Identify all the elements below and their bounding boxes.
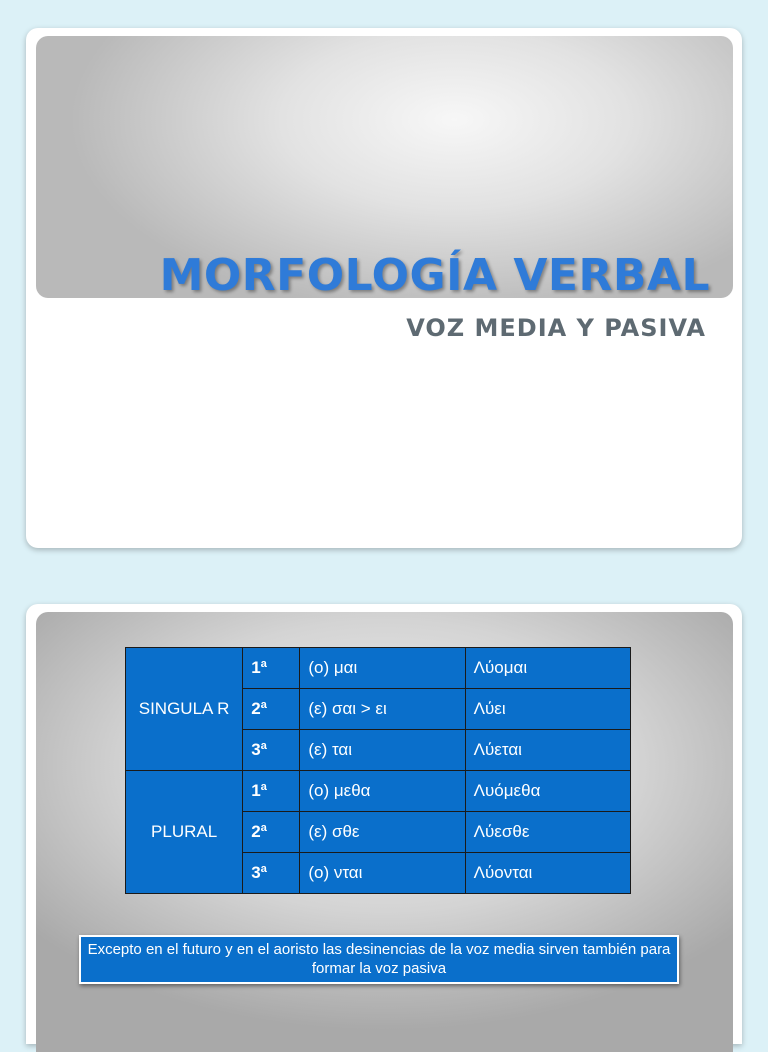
passive-voice-note: Excepto en el futuro y en el aoristo las desinencias de la voz media sirven también para formar la voz pasiva <box>79 935 679 984</box>
title-slide <box>26 28 742 548</box>
person-cell: 3ª <box>243 730 300 771</box>
form-cell: Λύεται <box>465 730 630 771</box>
ending-cell: (ο) μεθα <box>300 771 465 812</box>
form-cell: Λυόμεθα <box>465 771 630 812</box>
table-row <box>126 648 631 689</box>
form-cell: Λύονται <box>465 853 630 894</box>
person-cell: 1ª <box>243 648 300 689</box>
conjugation-table <box>125 647 631 894</box>
group-label-plural: PLURAL <box>126 771 243 894</box>
slide-subtitle: VOZ MEDIA Y PASIVA <box>406 314 706 342</box>
table-row <box>126 771 631 812</box>
form-cell: Λύεσθε <box>465 812 630 853</box>
person-cell: 2ª <box>243 812 300 853</box>
person-cell: 1ª <box>243 771 300 812</box>
ending-cell: (ο) μαι <box>300 648 465 689</box>
ending-cell: (ο) νται <box>300 853 465 894</box>
group-label-singular: SINGULA R <box>126 648 243 771</box>
ending-cell: (ε) ται <box>300 730 465 771</box>
person-cell: 2ª <box>243 689 300 730</box>
form-cell: Λύει <box>465 689 630 730</box>
conjugation-slide <box>26 604 742 1044</box>
person-cell: 3ª <box>243 853 300 894</box>
ending-cell: (ε) σαι > ει <box>300 689 465 730</box>
slide-title: MORFOLOGÍA VERBAL <box>159 250 710 301</box>
form-cell: Λύομαι <box>465 648 630 689</box>
ending-cell: (ε) σθε <box>300 812 465 853</box>
